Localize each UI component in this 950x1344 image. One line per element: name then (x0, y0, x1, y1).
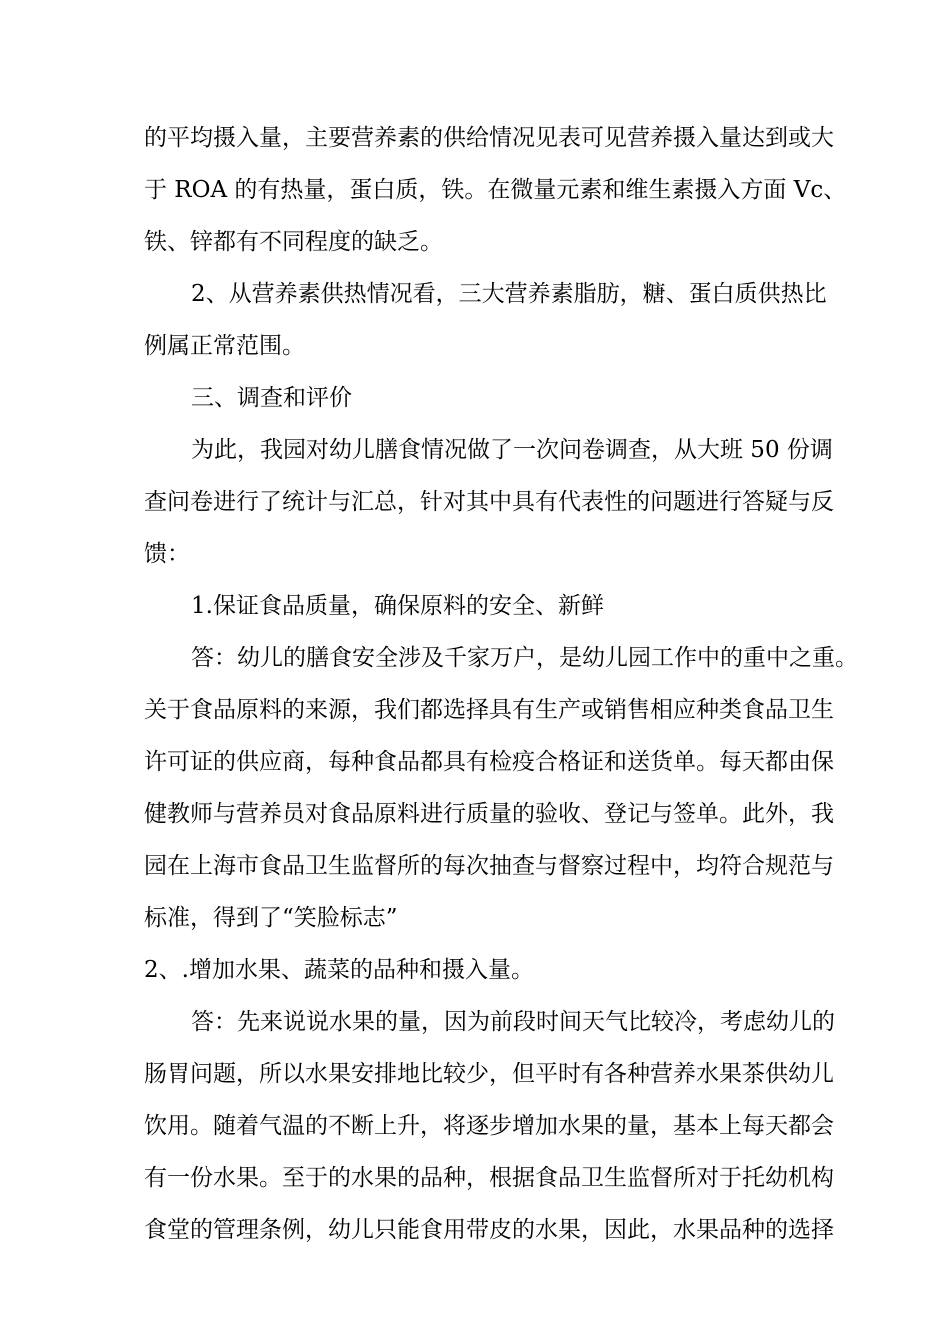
text-line: 健教师与营养员对食品原料进行质量的验收、登记与签单。此外，我 (144, 801, 834, 827)
text-line: 饮用。随着气温的不断上升，将逐步增加水果的量，基本上每天都会 (144, 1113, 834, 1139)
text-line: 园在上海市食品卫生监督所的每次抽查与督察过程中，均符合规范与 (144, 853, 834, 879)
text-line: 铁、锌都有不同程度的缺乏。 (144, 229, 443, 255)
text-line: 查问卷进行了统计与汇总，针对其中具有代表性的问题进行答疑与反 (144, 489, 834, 515)
text-line: 标准，得到了“笑脸标志” (144, 905, 398, 931)
text-line: 答：幼儿的膳食安全涉及千家万户，是幼儿园工作中的重中之重。 (191, 645, 858, 671)
question-heading: 2、.增加水果、蔬菜的品种和摄入量。 (144, 957, 534, 983)
text-line: 于 ROA 的有热量，蛋白质，铁。在微量元素和维生素摄入方面 Vc、 (144, 177, 847, 203)
text-line: 例属正常范围。 (144, 333, 305, 359)
text-line: 馈： (144, 541, 190, 567)
text-line: 为此，我园对幼儿膳食情况做了一次问卷调查，从大班 50 份调 (191, 437, 833, 463)
text-line: 许可证的供应商，每种食品都具有检疫合格证和送货单。每天都由保 (144, 749, 834, 775)
text-line: 肠胃问题，所以水果安排地比较少，但平时有各种营养水果茶供幼儿 (144, 1061, 834, 1087)
text-line: 食堂的管理条例，幼儿只能食用带皮的水果，因此，水果品种的选择 (144, 1217, 834, 1243)
text-line: 答：先来说说水果的量，因为前段时间天气比较冷，考虑幼儿的 (191, 1009, 835, 1035)
section-heading: 三、调查和评价 (191, 385, 352, 411)
text-line: 有一份水果。至于的水果的品种，根据食品卫生监督所对于托幼机构 (144, 1165, 834, 1191)
text-line: 的平均摄入量，主要营养素的供给情况见表可见营养摄入量达到或大 (144, 125, 834, 151)
text-line: 关于食品原料的来源，我们都选择具有生产或销售相应种类食品卫生 (144, 697, 834, 723)
question-heading: 1.保证食品质量，确保原料的安全、新鲜 (191, 593, 604, 619)
text-line: 2、从营养素供热情况看，三大营养素脂肪，糖、蛋白质供热比 (191, 281, 827, 307)
